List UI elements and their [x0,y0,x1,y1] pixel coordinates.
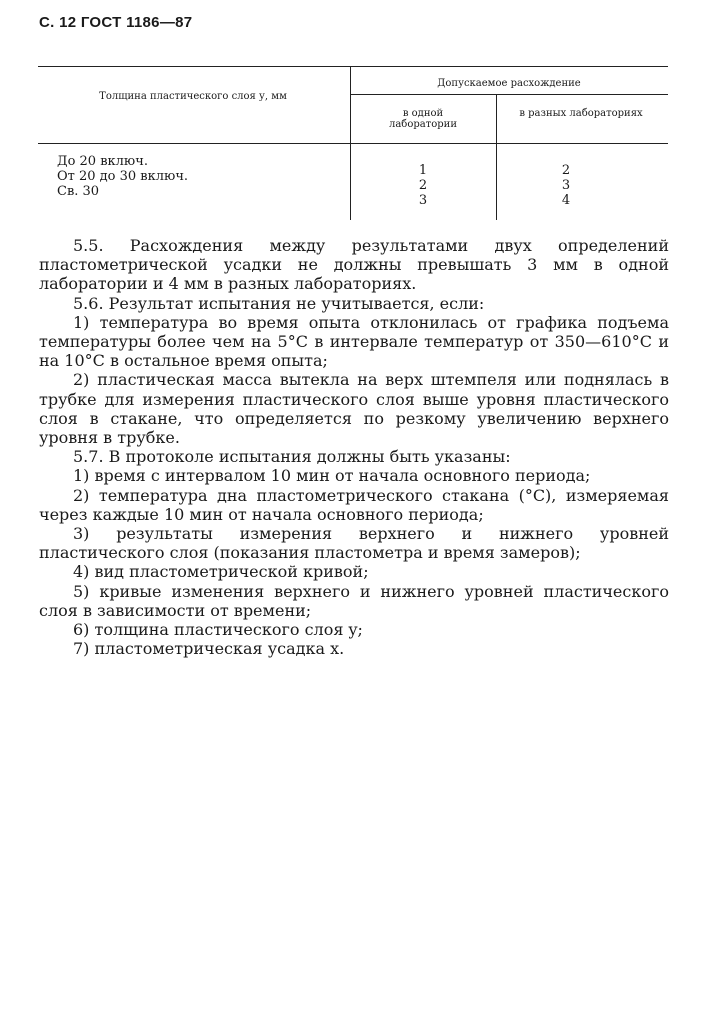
paragraph-5-7: 5.7. В протоколе испытания должны быть указаны: [73,447,511,467]
table-cell-diff-labs: 2 [561,163,571,178]
page-header: С. 12 ГОСТ 1186—87 [39,14,193,31]
list-item: 4) вид пластометрической кривой; [73,562,369,582]
list-item: 6) толщина пластического слоя y; [73,620,363,640]
table-row-label: До 20 включ. [57,154,148,169]
group-header: Допускаемое расхождение [437,78,581,89]
col-thickness-header: Толщина пластического слоя у, мм [99,91,287,102]
paragraph-5-5: 5.5. Расхождения между результатами двух определений пластометрической усадки не должны превышать 3 мм в одной лаборатории и 4 мм в разных лабораториях. [39,236,669,294]
list-item: 7) пластометрическая усадка x. [73,639,345,659]
table-cell-diff-labs: 3 [561,178,571,193]
table-cell-diff-labs: 4 [561,193,571,208]
col-one-lab-header: в одной лаборатории [388,108,457,130]
table-cell-one-lab: 3 [418,193,428,208]
list-item: 1) температура во время опыта отклонилась от графика подъема температуры более чем на 5°С в интервале температур от 350—610°С и на 10°С в остальное время опыта; [39,312,669,371]
table-vrule-1 [350,66,351,220]
list-item: 2) пластическая масса вытекла на верх штемпеля или поднялась в трубке для измерения пластического слоя выше уровня пластического слоя в стакане, что определяется по резкому увеличению верхнего уровня в трубке. [39,370,669,448]
table-header-rule [38,143,668,144]
table-row-label: Св. 30 [57,184,100,199]
tolerance-table [38,66,668,220]
paragraph-5-6: 5.6. Результат испытания не учитывается, если: [73,293,485,313]
table-group-rule [350,94,668,95]
col-diff-labs-header: в разных лабораториях [519,108,643,119]
list-item: 2) температура дна пластометрического стакана (°С), измеряемая через каждые 10 мин от начала основного периода; [39,485,669,524]
list-item: 3) результаты измерения верхнего и нижнего уровней пластического слоя (показания пластометра и время замеров); [39,524,669,563]
list-item: 5) кривые изменения верхнего и нижнего уровней пластического слоя в зависимости от времени; [39,581,669,620]
table-vrule-2 [496,94,497,220]
list-item: 1) время с интервалом 10 мин от начала основного периода; [73,466,591,486]
table-top-rule [38,66,668,67]
table-row-label: От 20 до 30 включ. [57,169,189,184]
table-cell-one-lab: 1 [418,163,428,178]
body-text [39,236,669,658]
table-cell-one-lab: 2 [418,178,428,193]
